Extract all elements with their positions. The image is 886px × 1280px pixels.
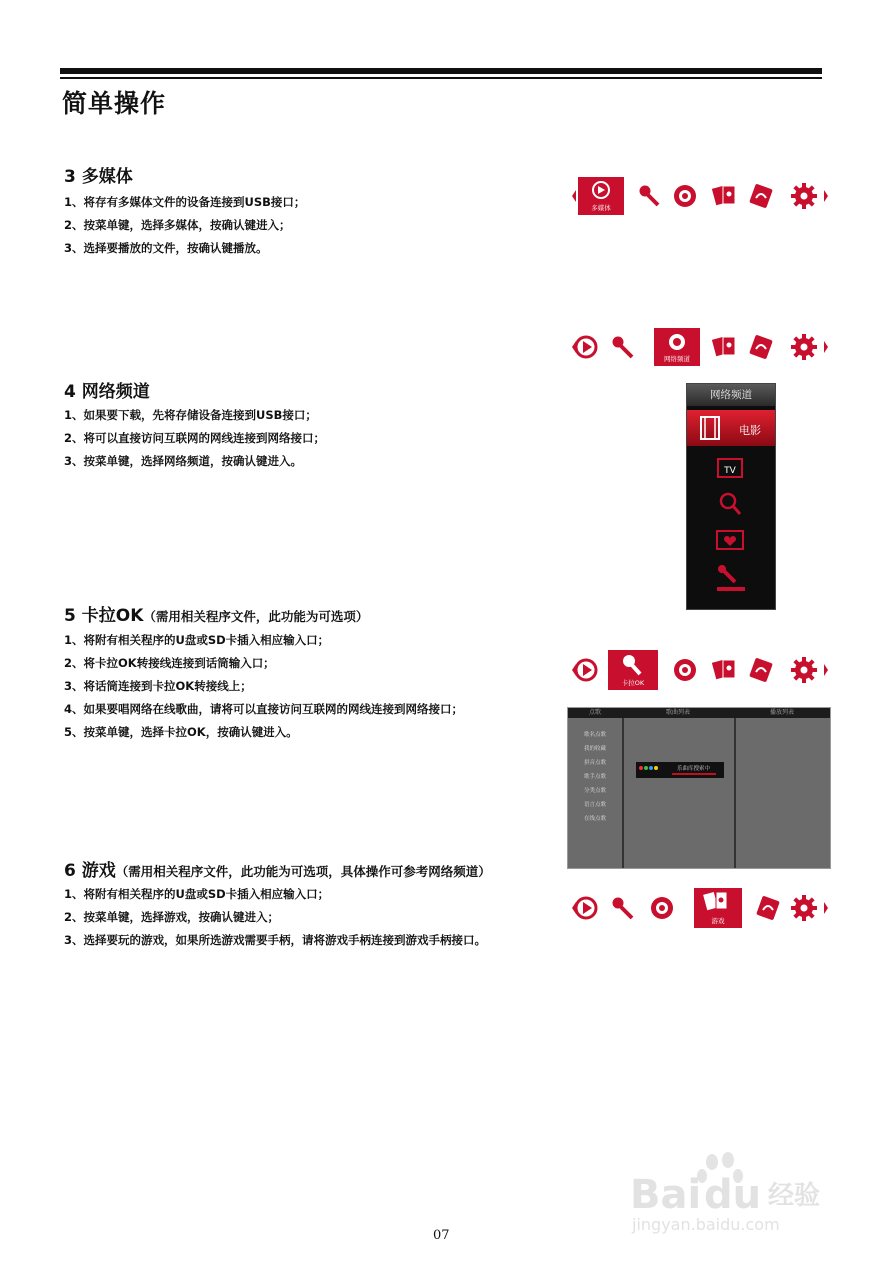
ticket-icon	[756, 896, 780, 921]
karaoke-menu-item: 我的收藏	[583, 746, 606, 752]
wrench-icon	[717, 565, 745, 591]
search-icon	[721, 494, 740, 514]
arrow-right-icon	[824, 190, 828, 202]
games-heading-note: （需用相关程序文件，此功能为可选项，具体操作可参考网络频道）	[115, 864, 491, 879]
web-line-3: 3、按菜单键，选择网络频道，按确认键进入。	[64, 454, 302, 468]
ticket-icon	[749, 335, 773, 360]
karaoke-menu-item: 拼音点歌	[583, 760, 606, 766]
games-heading-text: 6 游戏	[64, 861, 116, 881]
selected-label: 游戏	[711, 917, 725, 925]
cards-icon-selected	[694, 888, 742, 928]
karaoke-header-2: 歌曲列表	[622, 708, 734, 718]
karaoke-col-menu	[568, 708, 624, 868]
karaoke-line-2: 2、将卡拉OK转接线连接到话筒输入口；	[64, 656, 275, 670]
cards-icon	[712, 660, 735, 680]
ticket-icon	[749, 658, 773, 683]
karaoke-menu-item: 歌名点歌	[583, 732, 606, 738]
multimedia-line-3: 3、选择要播放的文件，按确认键播放。	[64, 241, 268, 255]
menu-bar-web	[566, 325, 830, 369]
karaoke-menu-item: 歌手点歌	[583, 774, 606, 780]
karaoke-line-4: 4、如果要唱网络在线歌曲，请将可以直接访问互联网的网线连接到网络接口；	[64, 702, 463, 716]
karaoke-menu-item: 在线点歌	[583, 816, 606, 822]
watermark-brand-2: du	[704, 1172, 762, 1218]
arrow-left-icon	[572, 190, 576, 202]
film-icon	[701, 417, 719, 439]
multimedia-line-2: 2、按菜单键，选择多媒体，按确认键进入；	[64, 218, 291, 232]
arrow-right-icon	[824, 902, 828, 914]
page-title: 简单操作	[62, 89, 167, 118]
section-games-heading	[64, 856, 491, 881]
play-icon	[576, 337, 596, 357]
karaoke-screen	[567, 707, 831, 869]
play-icon	[576, 898, 596, 918]
arrow-right-icon	[824, 341, 828, 353]
tv-icon	[718, 459, 742, 477]
karaoke-col-playlist	[734, 708, 830, 868]
selected-label: 卡拉OK	[621, 679, 645, 687]
gear-icon	[791, 657, 817, 683]
karaoke-header-1: 点歌	[568, 708, 622, 718]
play-icon	[576, 660, 596, 680]
selected-label: 多媒体	[591, 204, 611, 212]
karaoke-menu-item: 语言点歌	[583, 802, 606, 808]
globe-icon	[674, 659, 696, 681]
page-number: 07	[433, 1228, 450, 1243]
web-channel-panel	[686, 383, 776, 610]
karaoke-heading-note: （需用相关程序文件，此功能为可选项）	[143, 609, 369, 624]
microphone-icon	[613, 898, 633, 919]
svg-text:TV: TV	[724, 466, 736, 476]
globe-icon-selected	[654, 328, 700, 366]
menu-bar-games	[566, 886, 830, 930]
ticket-icon	[749, 184, 773, 209]
web-panel-title: 网络频道	[687, 384, 775, 406]
multimedia-line-1: 1、将存有多媒体文件的设备连接到USB接口；	[64, 195, 306, 209]
cards-icon	[712, 337, 735, 357]
gear-icon	[791, 334, 817, 360]
karaoke-progress-bar	[672, 773, 716, 775]
watermark-url: jingyan.baidu.com	[632, 1215, 780, 1234]
karaoke-line-3: 3、将话筒连接到卡拉OK转接线上；	[64, 679, 252, 693]
menu-bar-karaoke	[566, 648, 830, 692]
loading-dots-icon	[636, 762, 672, 778]
microphone-icon	[640, 186, 659, 206]
watermark-brand-cn: 经验	[768, 1181, 821, 1211]
section-karaoke-heading	[64, 601, 368, 626]
games-line-1: 1、将附有相关程序的U盘或SD卡插入相应输入口；	[64, 887, 330, 901]
karaoke-line-5: 5、按菜单键，选择卡拉OK，按确认键进入。	[64, 725, 298, 739]
arrow-right-icon	[824, 664, 828, 676]
play-icon-selected	[578, 177, 624, 215]
baidu-watermark	[628, 1150, 828, 1240]
microphone-icon-selected	[608, 650, 658, 690]
folder-heart-icon	[717, 531, 743, 549]
gear-icon	[791, 895, 817, 921]
selected-label: 网络频道	[664, 355, 690, 363]
karaoke-line-1: 1、将附有相关程序的U盘或SD卡插入相应输入口；	[64, 633, 330, 647]
karaoke-header-3: 播放列表	[734, 708, 830, 718]
karaoke-col-songs	[622, 708, 736, 868]
globe-icon	[651, 897, 673, 919]
karaoke-menu-item: 分类点歌	[583, 788, 606, 794]
karaoke-loading-text: 乐曲库搜索中	[677, 766, 711, 772]
cards-icon	[712, 186, 735, 206]
top-rule-thin	[60, 77, 822, 79]
watermark-brand: Bai	[630, 1172, 702, 1218]
games-line-2: 2、按菜单键，选择游戏，按确认键进入；	[64, 910, 279, 924]
karaoke-heading-text: 5 卡拉OK	[64, 606, 144, 626]
section-multimedia-heading: 3 多媒体	[64, 167, 133, 187]
section-web-heading: 4 网络频道	[64, 382, 150, 402]
globe-icon	[674, 185, 696, 207]
web-line-2: 2、将可以直接访问互联网的网线连接到网络接口；	[64, 431, 325, 445]
gear-icon	[791, 183, 817, 209]
games-line-3: 3、选择要玩的游戏，如果所选游戏需要手柄，请将游戏手柄连接到游戏手柄接口。	[64, 933, 486, 947]
microphone-icon	[613, 337, 633, 358]
top-rule-thick	[60, 68, 822, 74]
menu-bar-multimedia	[566, 174, 830, 218]
web-line-1: 1、如果要下载，先将存储设备连接到USB接口；	[64, 408, 317, 422]
web-panel-selected-label: 电影	[739, 424, 761, 437]
